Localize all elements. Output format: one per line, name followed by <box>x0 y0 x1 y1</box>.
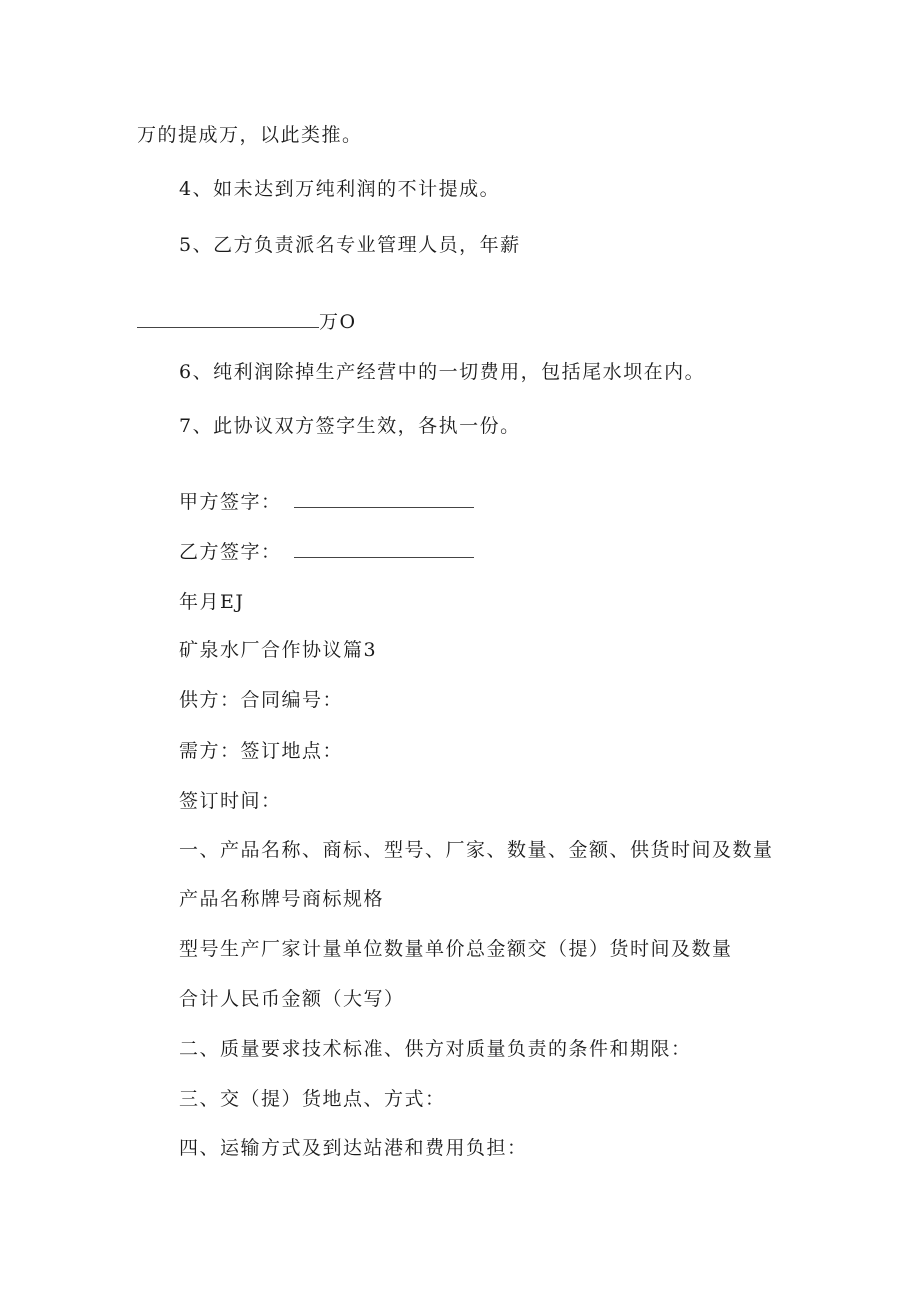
buyer-sign-location: 需方：签订地点： <box>179 740 344 762</box>
total-amount-line: 合计人民币金额（大写） <box>179 988 405 1010</box>
party-b-signature-blank <box>294 541 474 558</box>
salary-blank <box>137 311 319 328</box>
date-line: 年月EJ <box>179 591 245 613</box>
product-fields-row-1: 产品名称牌号商标规格 <box>179 888 385 910</box>
product-fields-row-2: 型号生产厂家计量单位数量单价总金额交（提）货时间及数量 <box>179 938 733 960</box>
supplier-contract-no: 供方：合同编号： <box>179 689 344 711</box>
sign-time: 签订时间： <box>179 790 282 812</box>
clause-6: 6、纯利润除掉生产经营中的一切费用，包括尾水坝在内。 <box>179 361 706 383</box>
clause-7: 7、此协议双方签字生效，各执一份。 <box>179 415 521 437</box>
party-b-signature <box>179 540 474 564</box>
clause-one-heading: 一、产品名称、商标、型号、厂家、数量、金额、供货时间及数量 <box>179 839 774 861</box>
paragraph-commission-continued: 万的提成万，以此类推。 <box>137 124 363 146</box>
clause-two-quality: 二、质量要求技术标准、供方对质量负责的条件和期限： <box>179 1038 692 1060</box>
clause-four-transport: 四、运输方式及到达站港和费用负担： <box>179 1137 528 1159</box>
section-title: 矿泉水厂合作协议篇3 <box>179 639 378 661</box>
clause-three-delivery: 三、交（提）货地点、方式： <box>179 1088 446 1110</box>
party-a-signature <box>179 490 474 514</box>
clause-5: 5、乙方负责派名专业管理人员，年薪 <box>179 234 521 256</box>
salary-unit: 万O <box>319 311 357 333</box>
party-b-label: 乙方签字： <box>179 541 282 563</box>
party-a-label: 甲方签字： <box>179 491 282 513</box>
salary-line <box>137 310 357 334</box>
party-a-signature-blank <box>294 491 474 508</box>
clause-4: 4、如未达到万纯利润的不计提成。 <box>179 178 501 200</box>
